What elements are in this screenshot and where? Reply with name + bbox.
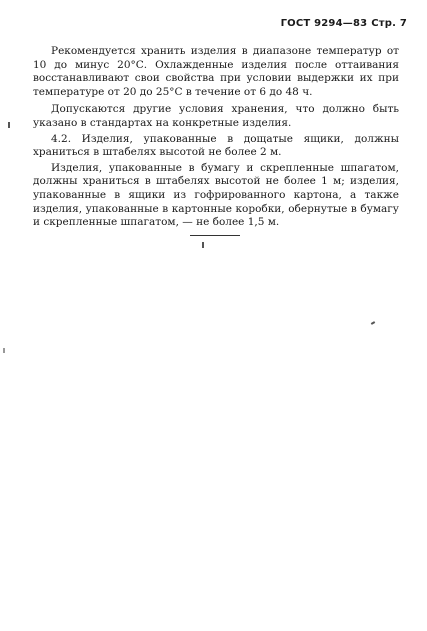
paragraph-storage-temperature: Рекомендуется хранить изделия в диапазоне температур от 10 до минус 20°С. Охлажденные изделия после оттаивания восстанавливают свои свойства при условии выдержки их при температуре от 20 до 25°С в течение от 6 до 48 ч. — [33, 45, 399, 98]
paragraph-stack-height: Изделия, упакованные в бумагу и скрепленные шпагатом, должны храниться в штабелях высотой не более 1 м; изделия, упакованные в ящики из гофрированного картона, а также изделия, упакованные в картонные коробки, обернутые в бумагу и скрепленные шпагатом, — не более 1,5 м. — [33, 161, 399, 229]
page-number: Стр. 7 — [371, 18, 407, 29]
standard-number: ГОСТ 9294—83 — [280, 18, 368, 29]
scan-speck — [371, 321, 375, 325]
end-rule — [190, 235, 240, 236]
scan-speck — [8, 122, 10, 128]
body-text — [33, 45, 399, 232]
page-header — [281, 18, 407, 29]
scan-speck — [3, 348, 5, 353]
scan-speck — [202, 242, 204, 248]
paragraph-4-2: 4.2. Изделия, упакованные в дощатые ящики, должны храниться в штабелях высотой не более 2 м. — [33, 132, 399, 159]
paragraph-other-conditions: Допускаются другие условия хранения, что должно быть указано в стандартах на конкретные изделия. — [33, 103, 399, 129]
